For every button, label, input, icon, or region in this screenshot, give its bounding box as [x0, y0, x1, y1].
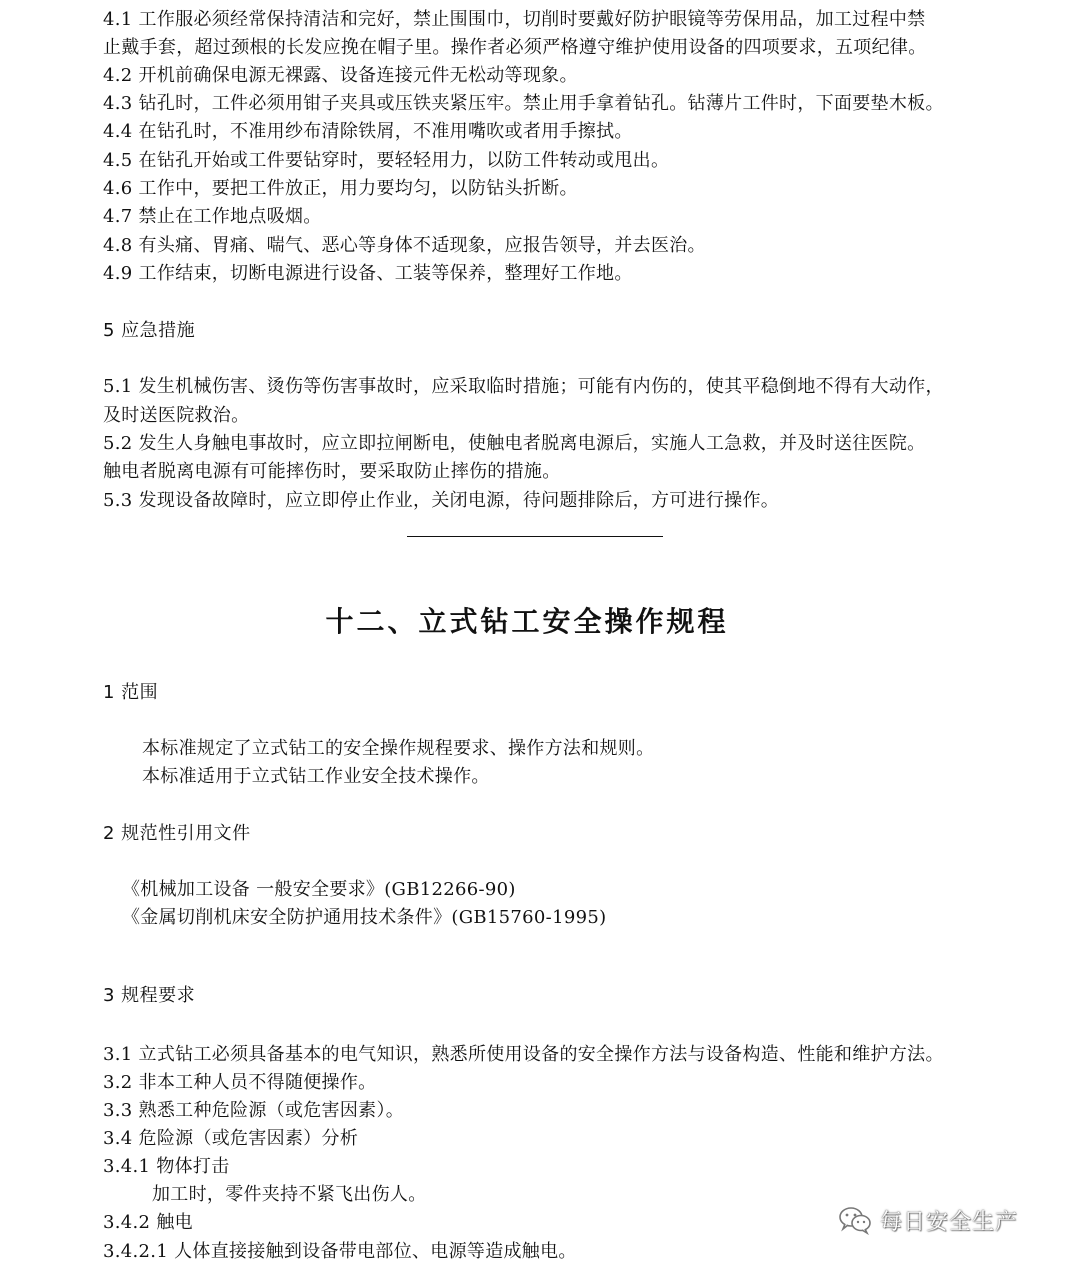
section4-line-8: 4.7 禁止在工作地点吸烟。: [103, 206, 322, 227]
section5-line-2: 及时送医院救治。: [103, 405, 250, 426]
section3-line-8: 3.4.2.1 人体直接接触到设备带电部位、电源等造成触电。: [103, 1241, 577, 1262]
section3-line-2: 3.2 非本工种人员不得随便操作。: [103, 1072, 377, 1093]
section2-ref-1: 《机械加工设备 一般安全要求》(GB12266-90): [122, 879, 516, 900]
watermark-text: 每日安全生产: [880, 1209, 1019, 1235]
section5-line-1: 5.1 发生机械伤害、烫伤等伤害事故时，应采取临时措施；可能有内伤的，使其平稳倒地不得有大动作，: [103, 376, 944, 397]
section3-line-5: 3.4.1 物体打击: [103, 1156, 230, 1177]
wechat-watermark: [838, 1203, 1018, 1237]
section4-line-9: 4.8 有头痛、胃痛、喘气、恶心等身体不适现象，应报告领导，并去医治。: [103, 235, 706, 256]
section1-line-2: 本标准适用于立式钻工作业安全技术操作。: [142, 766, 490, 787]
section3-heading: 3 规程要求: [103, 985, 196, 1006]
section5-line-3: 5.2 发生人身触电事故时，应立即拉闸断电，使触电者脱离电源后，实施人工急救，并及时送往医院。: [103, 433, 926, 454]
section4-line-7: 4.6 工作中，要把工件放正，用力要均匀，以防钻头折断。: [103, 178, 578, 199]
section4-line-1: 4.1 工作服必须经常保持清洁和完好，禁止围围巾，切削时要戴好防护眼镜等劳保用品，加工过程中禁: [103, 9, 926, 30]
section2-heading: 2 规范性引用文件: [103, 823, 251, 844]
section4-line-6: 4.5 在钻孔开始或工件要钻穿时，要轻轻用力，以防工件转动或甩出。: [103, 150, 670, 171]
chapter-title: 十二、立式钻工安全操作规程: [325, 605, 729, 638]
section3-line-3: 3.3 熟悉工种危险源（或危害因素）。: [103, 1100, 405, 1121]
section4-line-4: 4.3 钻孔时，工件必须用钳子夹具或压铁夹紧压牢。禁止用手拿着钻孔。钻薄片工件时，下面要垫木板。: [103, 93, 944, 114]
section-divider: [407, 536, 663, 537]
section5-line-5: 5.3 发现设备故障时，应立即停止作业，关闭电源，待问题排除后，方可进行操作。: [103, 490, 780, 511]
section3-line-6: 加工时，零件夹持不紧飞出伤人。: [152, 1184, 427, 1205]
wechat-icon: [838, 1205, 872, 1235]
section3-line-1: 3.1 立式钻工必须具备基本的电气知识，熟悉所使用设备的安全操作方法与设备构造、性能和维护方法。: [103, 1044, 944, 1065]
section1-line-1: 本标准规定了立式钻工的安全操作规程要求、操作方法和规则。: [142, 738, 655, 759]
section5-heading: 5 应急措施: [103, 320, 196, 341]
section1-heading: 1 范围: [103, 682, 159, 703]
section4-line-10: 4.9 工作结束，切断电源进行设备、工装等保养，整理好工作地。: [103, 263, 633, 284]
section4-line-3: 4.2 开机前确保电源无裸露、设备连接元件无松动等现象。: [103, 65, 578, 86]
section3-line-4: 3.4 危险源（或危害因素）分析: [103, 1128, 359, 1149]
section4-line-5: 4.4 在钻孔时，不准用纱布清除铁屑，不准用嘴吹或者用手擦拭。: [103, 121, 633, 142]
section2-ref-2: 《金属切削机床安全防护通用技术条件》(GB15760-1995): [122, 907, 607, 928]
section4-line-2: 止戴手套，超过颈根的长发应挽在帽子里。操作者必须严格遵守维护使用设备的四项要求，五项纪律。: [103, 37, 927, 58]
section3-line-7: 3.4.2 触电: [103, 1212, 193, 1233]
section5-line-4: 触电者脱离电源有可能摔伤时，要采取防止摔伤的措施。: [103, 461, 561, 482]
